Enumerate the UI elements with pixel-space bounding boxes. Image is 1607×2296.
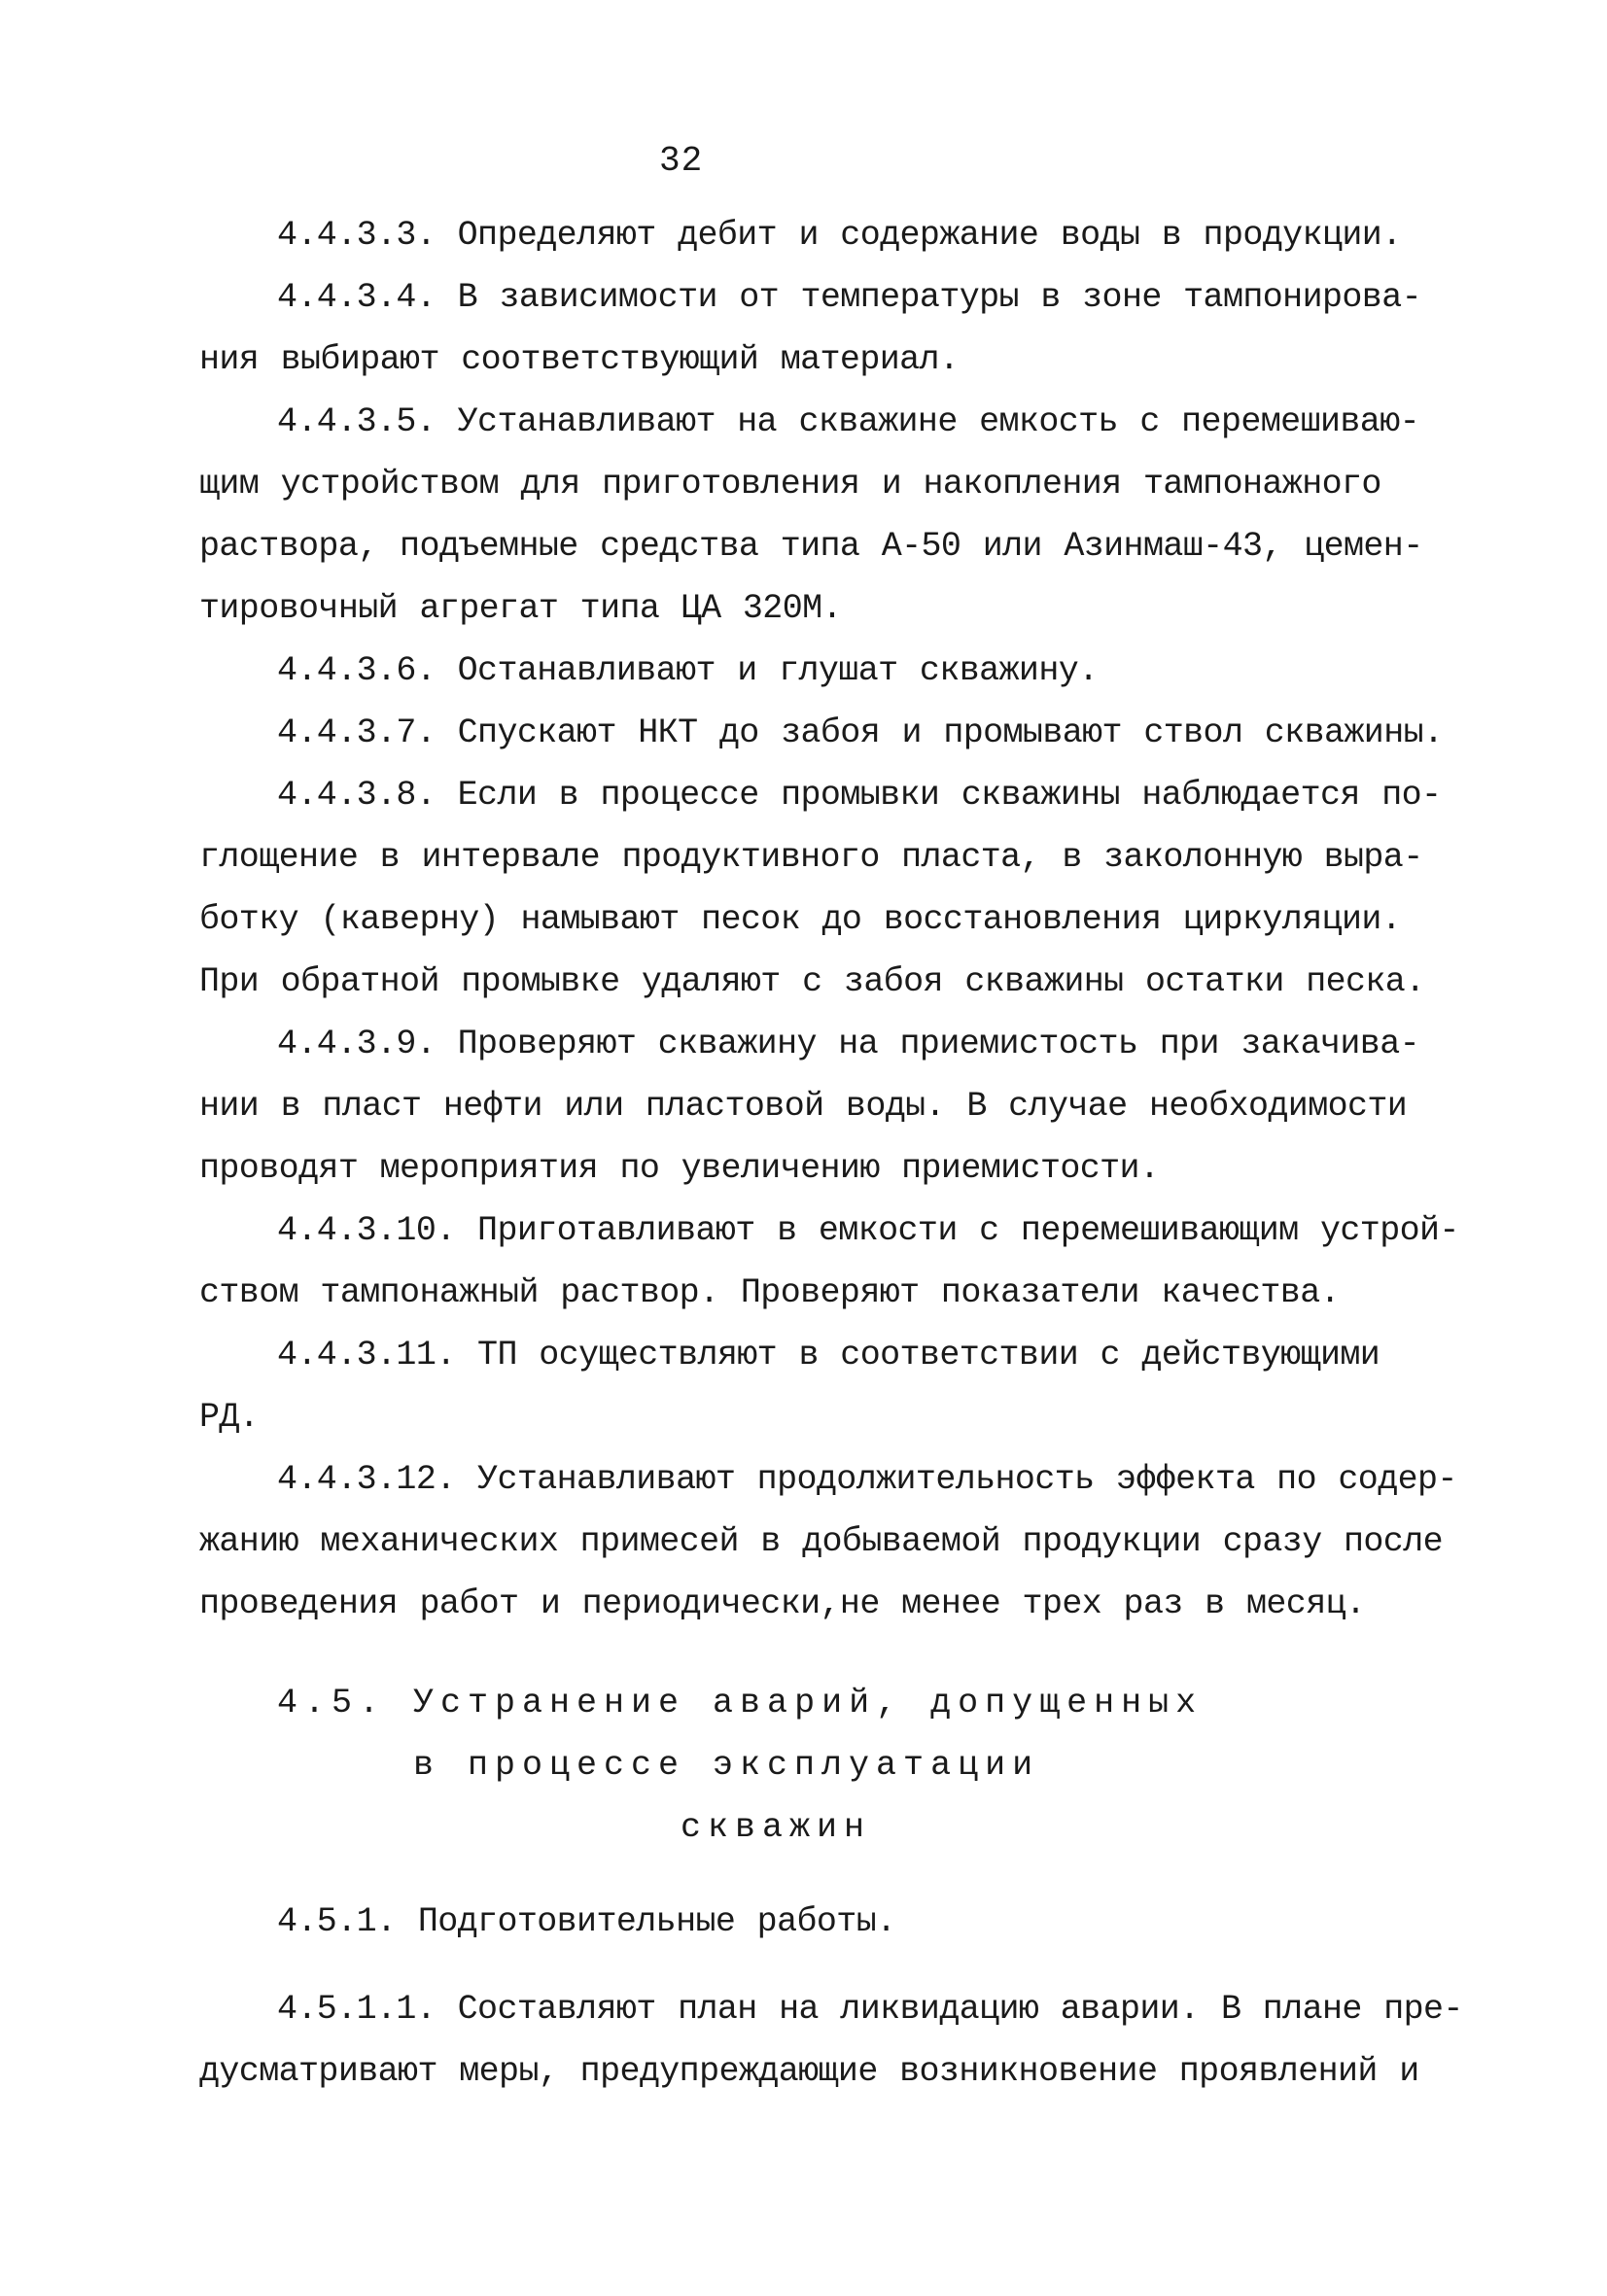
section-heading [199,1672,1410,1859]
paragraph-4-5-1-1 [199,1978,1463,2103]
text-line: дусматривают меры, предупреждающие возникновение проявлений и [199,2052,1419,2091]
heading-line: скважин [681,1808,872,1847]
paragraph-4-4-3-8 [199,764,1442,1013]
text-line: ботку (каверну) намывают песок до восстановления циркуляции. [199,900,1402,939]
text-line: ством тампонажный раствор. Проверяют показатели качества. [199,1273,1340,1312]
subsection-title [199,1891,1410,1953]
body-text [199,204,1459,1635]
text-line: РД. [199,1398,260,1437]
text-line: 4.4.3.10. Приготавливают в емкости с перемешивающим устрой- [277,1211,1459,1250]
text-line: 4.4.3.8. Если в процессе промывки скважины наблюдается по- [277,776,1442,815]
text-line: 4.4.3.6. Останавливают и глушат скважину. [277,651,1099,690]
text-line: щим устройством для приготовления и накопления тампонажного [199,465,1381,504]
text-line: жанию механических примесей в добываемой продукции сразу после [199,1522,1444,1561]
text-line: 4.4.3.4. В зависимости от температуры в зоне тампонирова- [277,278,1421,317]
text-line: 4.4.3.7. Спускают НКТ до забоя и промывают ствол скважины. [277,713,1444,752]
paragraph-4-4-3-6 [199,640,1410,702]
text-line: нии в пласт нефти или пластовой воды. В случае необходимости [199,1087,1408,1126]
text-line: При обратной промывке удаляют с забоя скважины остатки песка. [199,962,1425,1001]
text-line: 4.5.1.1. Составляют план на ликвидацию аварии. В плане пре- [277,1990,1463,2029]
paragraph-4-4-3-11 [199,1324,1410,1448]
paragraph-4-4-3-9 [199,1013,1419,1200]
paragraph-4-4-3-3 [199,204,1410,266]
text-line: проведения работ и периодически,не менее трех раз в месяц. [199,1584,1366,1623]
text-line: 4.4.3.12. Устанавливают продолжительность эффекта по содер- [277,1460,1457,1499]
text-line: глощение в интервале продуктивного пласта, в заколонную выра- [199,838,1423,877]
paragraph-4-4-3-5 [199,391,1423,640]
text-line: 4.4.3.11. ТП осуществляют в соответствии с действующими [277,1336,1380,1374]
paragraph-4-4-3-12 [199,1448,1457,1635]
paragraph-4-4-3-7 [199,702,1444,764]
paragraph-4-4-3-10 [199,1200,1459,1324]
text-line: 4.4.3.9. Проверяют скважину на приемистость при закачива- [277,1025,1419,1063]
heading-line: в процессе эксплуатации [413,1746,1040,1785]
text-line: проводят мероприятия по увеличению приемистости. [199,1149,1160,1188]
text-line: ния выбирают соответствующий материал. [199,340,960,379]
text-line: 4.4.3.3. Определяют дебит и содержание воды в продукции. [277,216,1402,255]
heading-line: 4.5. Устранение аварий, допущенных [277,1684,1204,1722]
text-line: тировочный агрегат типа ЦА 320М. [199,589,842,628]
text-line: 4.4.3.5. Устанавливают на скважине емкость с перемешиваю- [277,402,1419,441]
paragraph-4-4-3-4 [199,266,1421,391]
page-number: 32 [659,141,704,181]
subsection-title-line: 4.5.1. Подготовительные работы. [277,1902,896,1941]
text-line: раствора, подъемные средства типа А-50 или Азинмаш-43, цемен- [199,527,1423,566]
